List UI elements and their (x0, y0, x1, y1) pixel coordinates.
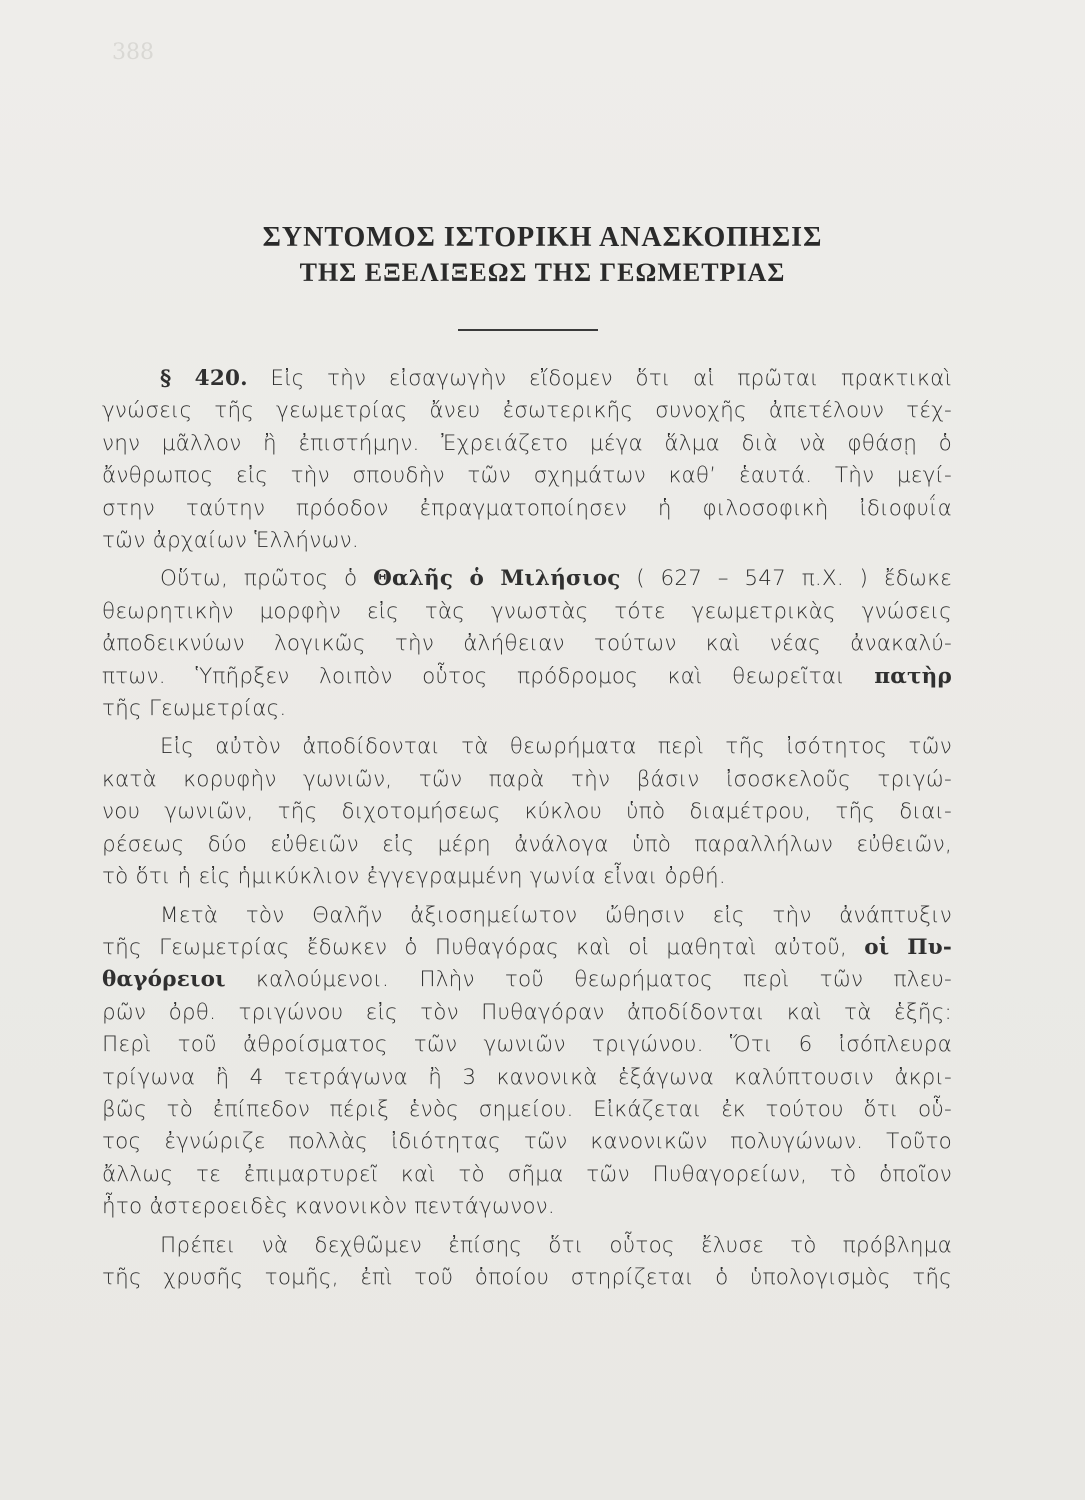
title-divider (458, 329, 598, 331)
bold-term: θαγόρειοι (102, 967, 226, 993)
text-line: στην ταύτην πρόοδον ἐπραγματοποίησεν ἡ φιλοσοφικὴ ἰδιοφυΐα (102, 495, 952, 521)
text-line: ἀποδεικνύων λογικῶς τὴν ἀλήθειαν τούτων καὶ νέας ἀνακαλύ- (102, 631, 952, 657)
text-line (102, 363, 952, 395)
bold-term: πατὴρ (874, 663, 952, 689)
text-line: θεωρητικὴν μορφὴν εἰς τὰς γνωστὰς τότε γεωμετρικὰς γνώσεις (102, 598, 952, 624)
text-line: ρῶν ὀρθ. τριγώνου εἰς τὸν Πυθαγόραν ἀποδίδονται καὶ τὰ ἑξῆς: (102, 999, 952, 1025)
text-span: Οὕτω, πρῶτος ὁ (160, 566, 358, 592)
text-line: νου γωνιῶν, τῆς διχοτομήσεως κύκλου ὑπὸ διαμέτρου, τῆς διαι- (102, 799, 952, 825)
section-number: § 420. (160, 366, 248, 391)
text-line: τὸ ὅτι ἡ εἰς ἡμικύκλιον ἐγγεγραμμένη γωνία εἶναι ὀρθή. (102, 864, 726, 890)
text-line: Μετὰ τὸν Θαλῆν ἀξιοσημείωτον ὤθησιν εἰς τὴν ἀνάπτυξιν (160, 902, 952, 928)
chapter-title-line-2: ΤΗΣ ΕΞΕΛΙΞΕΩΣ ΤΗΣ ΓΕΩΜΕΤΡΙΑΣ (299, 258, 786, 287)
text-line: τῶν ἀρχαίων Ἑλλήνων. (102, 528, 359, 554)
text-line: ρέσεως δύο εὐθειῶν εἰς μέρη ἀνάλογα ὑπὸ παραλλήλων εὐθειῶν, (102, 831, 952, 857)
text-line: ἦτο ἀστεροειδὲς κανονικὸν πεντάγωνον. (102, 1194, 555, 1220)
text-line: Εἰς αὐτὸν ἀποδίδονται τὰ θεωρήματα περὶ τῆς ἰσότητος τῶν (160, 734, 952, 760)
text-line: τος ἐγνώριζε πολλὰς ἰδιότητας τῶν κανονικῶν πολυγώνων. Τοῦτο (102, 1129, 952, 1155)
text-line: Πρέπει νὰ δεχθῶμεν ἐπίσης ὅτι οὗτος ἔλυσε τὸ πρόβλημα (160, 1232, 952, 1258)
text-line: τρίγωνα ἢ 4 τετράγωνα ἢ 3 κανονικὰ ἑξάγωνα καλύπτουσιν ἀκρι- (102, 1064, 952, 1090)
bold-name: Θαλῆς ὁ Μιλήσιος (373, 566, 621, 592)
text-line: τῆς Γεωμετρίας. (102, 696, 287, 722)
text-span: πτων. Ὑπῆρξεν λοιπὸν οὗτος πρόδρομος καὶ θεωρεῖται (102, 663, 845, 689)
text-line: κατὰ κορυφὴν γωνιῶν, τῶν παρὰ τὴν βάσιν ἰσοσκελοῦς τριγώ- (102, 766, 952, 792)
text-line: ἄνθρωπος εἰς τὴν σπουδὴν τῶν σχημάτων καθ’ ἑαυτά. Τὴν μεγί- (102, 463, 952, 489)
text-line: ἄλλως τε ἐπιμαρτυρεῖ καὶ τὸ σῆμα τῶν Πυθαγορείων, τὸ ὁποῖον (102, 1161, 952, 1187)
text-line: τῆς χρυσῆς τομῆς, ἐπὶ τοῦ ὁποίου στηρίζεται ὁ ὑπολογισμὸς τῆς (102, 1264, 952, 1290)
text-line (102, 964, 952, 996)
text-line (102, 563, 952, 595)
paragraph (102, 1230, 952, 1295)
text-line: γνώσεις τῆς γεωμετρίας ἄνευ ἐσωτερικῆς συνοχῆς ἀπετέλουν τέχ- (102, 398, 952, 424)
text-span: ( 627 – 547 π.Χ. ) ἔδωκε (636, 566, 952, 592)
body-text (102, 363, 952, 1294)
text-line: νην μᾶλλον ἢ ἐπιστήμην. Ἐχρειάζετο μέγα ἅλμα διὰ νὰ φθάσῃ ὁ (102, 430, 952, 456)
text-span: Εἰς τὴν εἰσαγωγὴν εἴδομεν ὅτι αἱ πρῶται πρακτικαὶ (270, 366, 952, 391)
paragraph (102, 563, 952, 725)
text-span: τῆς Γεωμετρίας ἔδωκεν ὁ Πυθαγόρας καὶ οἱ μαθηταὶ αὐτοῦ, (102, 934, 848, 960)
text-line: βῶς τὸ ἐπίπεδον πέριξ ἑνὸς σημείου. Εἰκάζεται ἐκ τούτου ὅτι οὗ- (102, 1096, 952, 1122)
bold-term: οἱ Πυ- (864, 934, 952, 960)
paragraph (102, 363, 952, 557)
paragraph (102, 900, 952, 1224)
text-line (102, 932, 952, 964)
text-line: Περὶ τοῦ ἀθροίσματος τῶν γωνιῶν τριγώνου. Ὅτι 6 ἰσόπλευρα (102, 1032, 952, 1058)
text-span: καλούμενοι. Πλὴν τοῦ θεωρήματος περὶ τῶν πλευ- (256, 967, 952, 993)
page-number: 388 (112, 40, 154, 65)
paragraph (102, 731, 952, 893)
text-line (102, 661, 952, 693)
chapter-title-line-1: ΣΥΝΤΟΜΟΣ ΙΣΤΟΡΙΚΗ ΑΝΑΣΚΟΠΗΣΙΣ (262, 222, 823, 253)
